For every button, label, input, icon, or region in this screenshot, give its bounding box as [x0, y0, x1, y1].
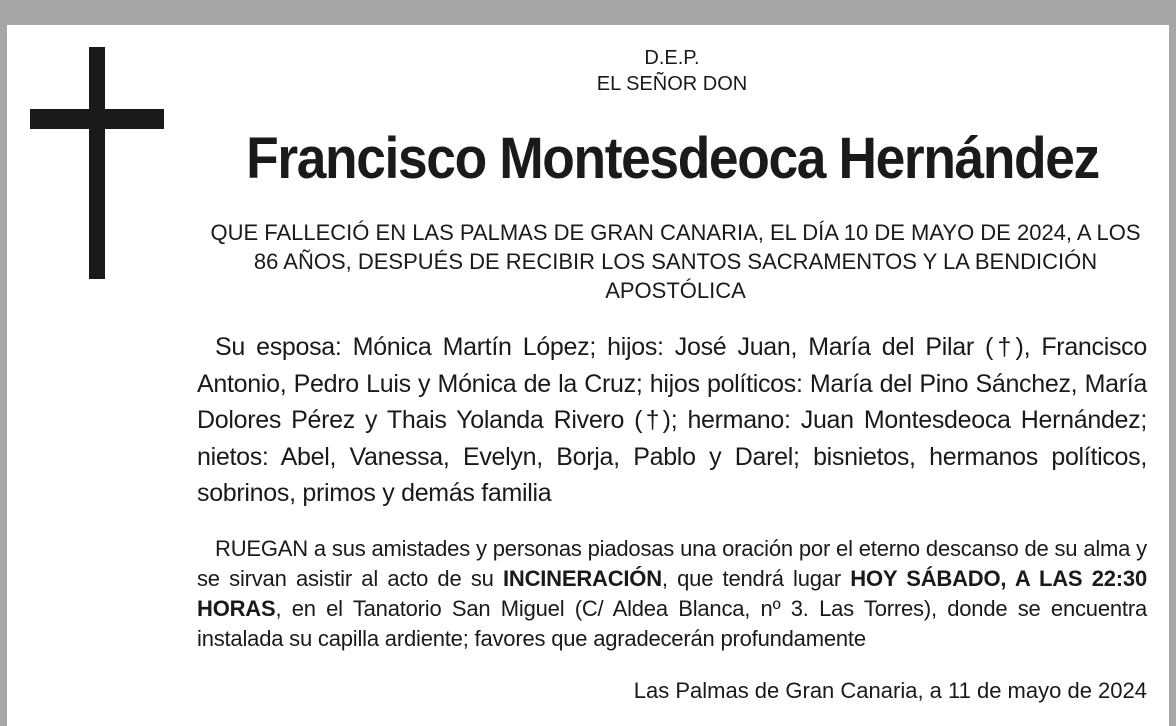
dateline: Las Palmas de Gran Canaria, a 11 de mayo de 2024: [633, 678, 1147, 703]
prayer-text-3: , en el Tanatorio San Miguel (C/ Aldea Blanca, nº 3. Las Torres), donde se encuentra instalada su capilla ardiente; favores que agradecerán profundamente: [197, 596, 1147, 651]
cross-vertical-bar: [89, 47, 105, 279]
death-info: QUE FALLECIÓ EN LAS PALMAS DE GRAN CANARIA, EL DÍA 10 DE MAYO DE 2024, A LOS 86 AÑOS, DESPUÉS DE RECIBIR LOS SANTOS SACRAMENTOS Y LA BENDICIÓN APOSTÓLICA: [210, 220, 1141, 303]
ceremony-type: INCINERACIÓN: [502, 566, 662, 591]
dep-header: D.E.P.: [644, 47, 700, 69]
ceremony-time: HOY SÁBADO, A LAS 22:30 HORAS: [197, 566, 1147, 621]
prayer-text-1: RUEGAN a sus amistades y personas piadosas una oración por el eterno descanso de su alma y se sirvan asistir al acto de su: [197, 536, 1147, 591]
title-prefix: EL SEÑOR DON: [596, 73, 748, 95]
prayer-text-2: , que tendrá lugar: [661, 566, 851, 591]
family-paragraph: Su esposa: Mónica Martín López; hijos: José Juan, María del Pilar (†), Francisco Antonio, Pedro Luis y Mónica de la Cruz; hijos políticos: María del Pino Sánchez, María Dolores Pérez y Thais Yolanda Rivero (†); hermano: Juan Montesdeoca Hernández; nietos: Abel, Vanessa, Evelyn, Borja, Pablo y Darel; bisnietos, hermanos políticos, sobrinos, primos y demás familia: [197, 333, 1147, 507]
cross-horizontal-bar: [30, 109, 164, 129]
prayer-paragraph: [197, 534, 1147, 654]
deceased-name: Francisco Montesdeoca Hernández: [246, 126, 1099, 191]
